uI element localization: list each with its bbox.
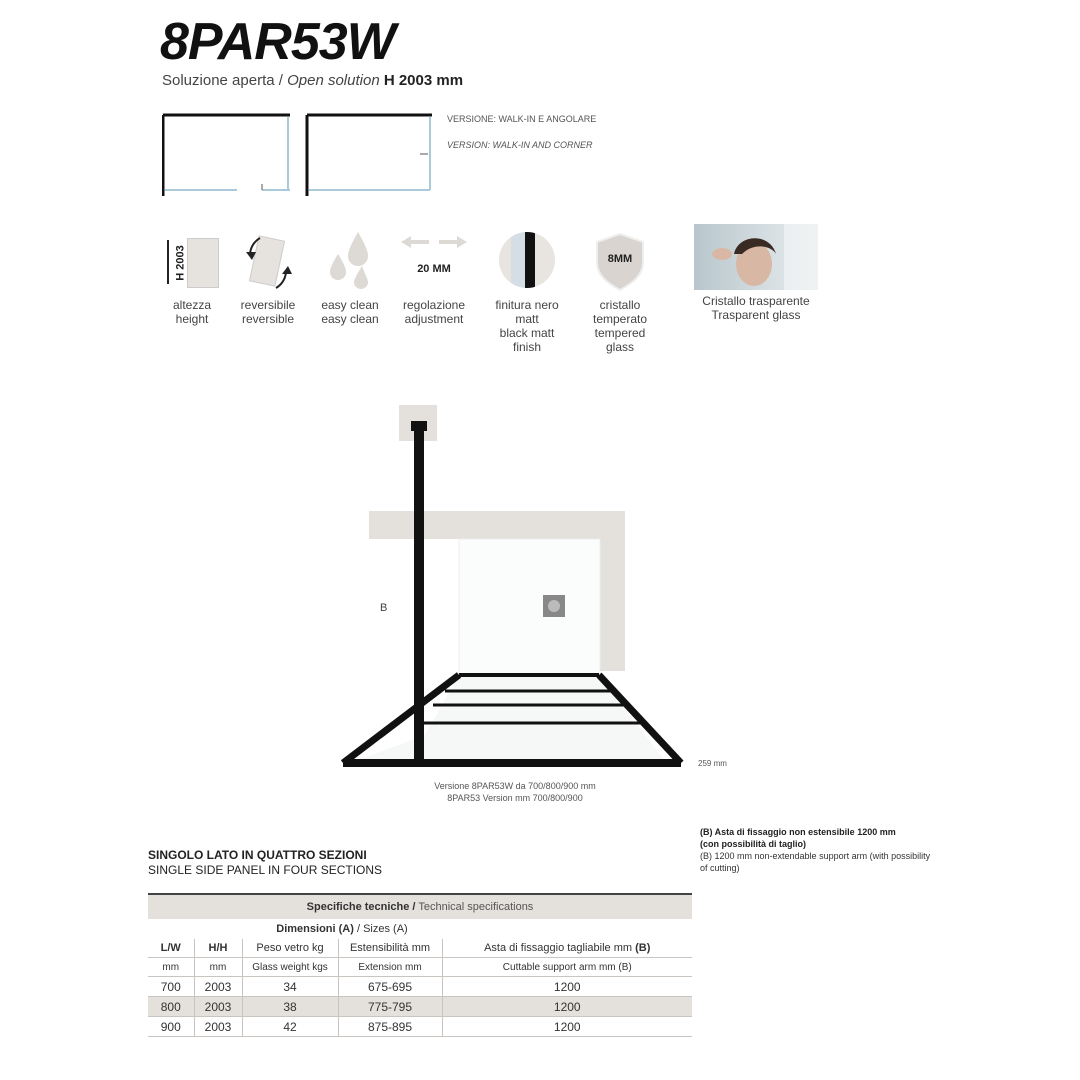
- walk-in-schematic: [163, 115, 290, 196]
- feature-height: [160, 230, 224, 326]
- height-icon: H 2003: [167, 230, 217, 294]
- transparent-glass-photo: [694, 224, 818, 290]
- drawing-caption: Versione 8PAR53W da 700/800/900 mm 8PAR53 Version mm 700/800/900: [434, 781, 596, 803]
- subtitle-height: H 2003 mm: [383, 72, 464, 89]
- feature-label: finitura nero matt black matt finish: [495, 298, 559, 354]
- adjustment-icon: 20 MM: [399, 230, 469, 294]
- table-units-row: mm mm Glass weight kgs Extension mm Cuttable support arm mm (B): [148, 958, 692, 977]
- product-drawing: [335, 405, 685, 780]
- version-it: VERSIONE: WALK-IN E ANGOLARE: [447, 114, 597, 124]
- corner-schematic: [307, 115, 432, 196]
- feature-label: easy clean easy clean: [321, 298, 379, 326]
- product-subtitle: [162, 72, 463, 89]
- subtitle-en: Open solution: [287, 72, 380, 89]
- product-code: 8PAR53W: [160, 13, 395, 71]
- table-header-row: L/W H/H Peso vetro kg Estensibilità mm Asta di fissaggio tagliabile mm (B): [148, 939, 692, 958]
- feature-transparent-glass: [692, 224, 820, 322]
- height-dimension: 259 mm: [698, 759, 727, 768]
- feature-easy-clean: [314, 230, 386, 326]
- feature-label: altezza height: [172, 298, 212, 326]
- version-en: VERSION: WALK-IN AND CORNER: [447, 140, 593, 150]
- table-dim-row: Dimensioni (A) / Sizes (A): [276, 923, 408, 935]
- support-arm-note: (B) Asta di fissaggio non estensibile 1200 mm (con possibilità di taglio) (B) 1200 mm non-extendable support arm (with possibility of cutting): [700, 827, 931, 873]
- specifications-table: [148, 893, 692, 1037]
- feature-adjustment: [396, 230, 472, 326]
- table-row: 700 2003 34 675-695 1200: [148, 977, 692, 997]
- feature-reversible: [230, 230, 306, 326]
- table-row: 900 2003 42 875-895 1200: [148, 1017, 692, 1037]
- feature-black-matt: [488, 230, 566, 354]
- table-row: 800 2003 38 775-795 1200: [148, 997, 692, 1017]
- subtitle-it: Soluzione aperta /: [162, 72, 283, 89]
- feature-tempered-glass: [582, 230, 658, 354]
- black-matt-finish-icon: [497, 230, 557, 294]
- layout-schematics: [162, 112, 442, 198]
- label-b: B: [380, 602, 388, 614]
- tempered-glass-icon: 8MM: [593, 230, 647, 294]
- feature-label: regolazione adjustment: [402, 298, 466, 326]
- table-title-row: Specifiche tecniche / Technical specifications: [148, 894, 692, 919]
- feature-label: reversibile reversible: [240, 298, 296, 326]
- feature-label: cristallo temperato tempered glass: [592, 298, 648, 354]
- reversible-icon: [238, 230, 298, 294]
- feature-label: Cristallo trasparente Trasparent glass: [702, 294, 810, 322]
- section-heading: SINGOLO LATO IN QUATTRO SEZIONI SINGLE SIDE PANEL IN FOUR SECTIONS: [148, 848, 383, 877]
- easy-clean-icon: [320, 230, 380, 294]
